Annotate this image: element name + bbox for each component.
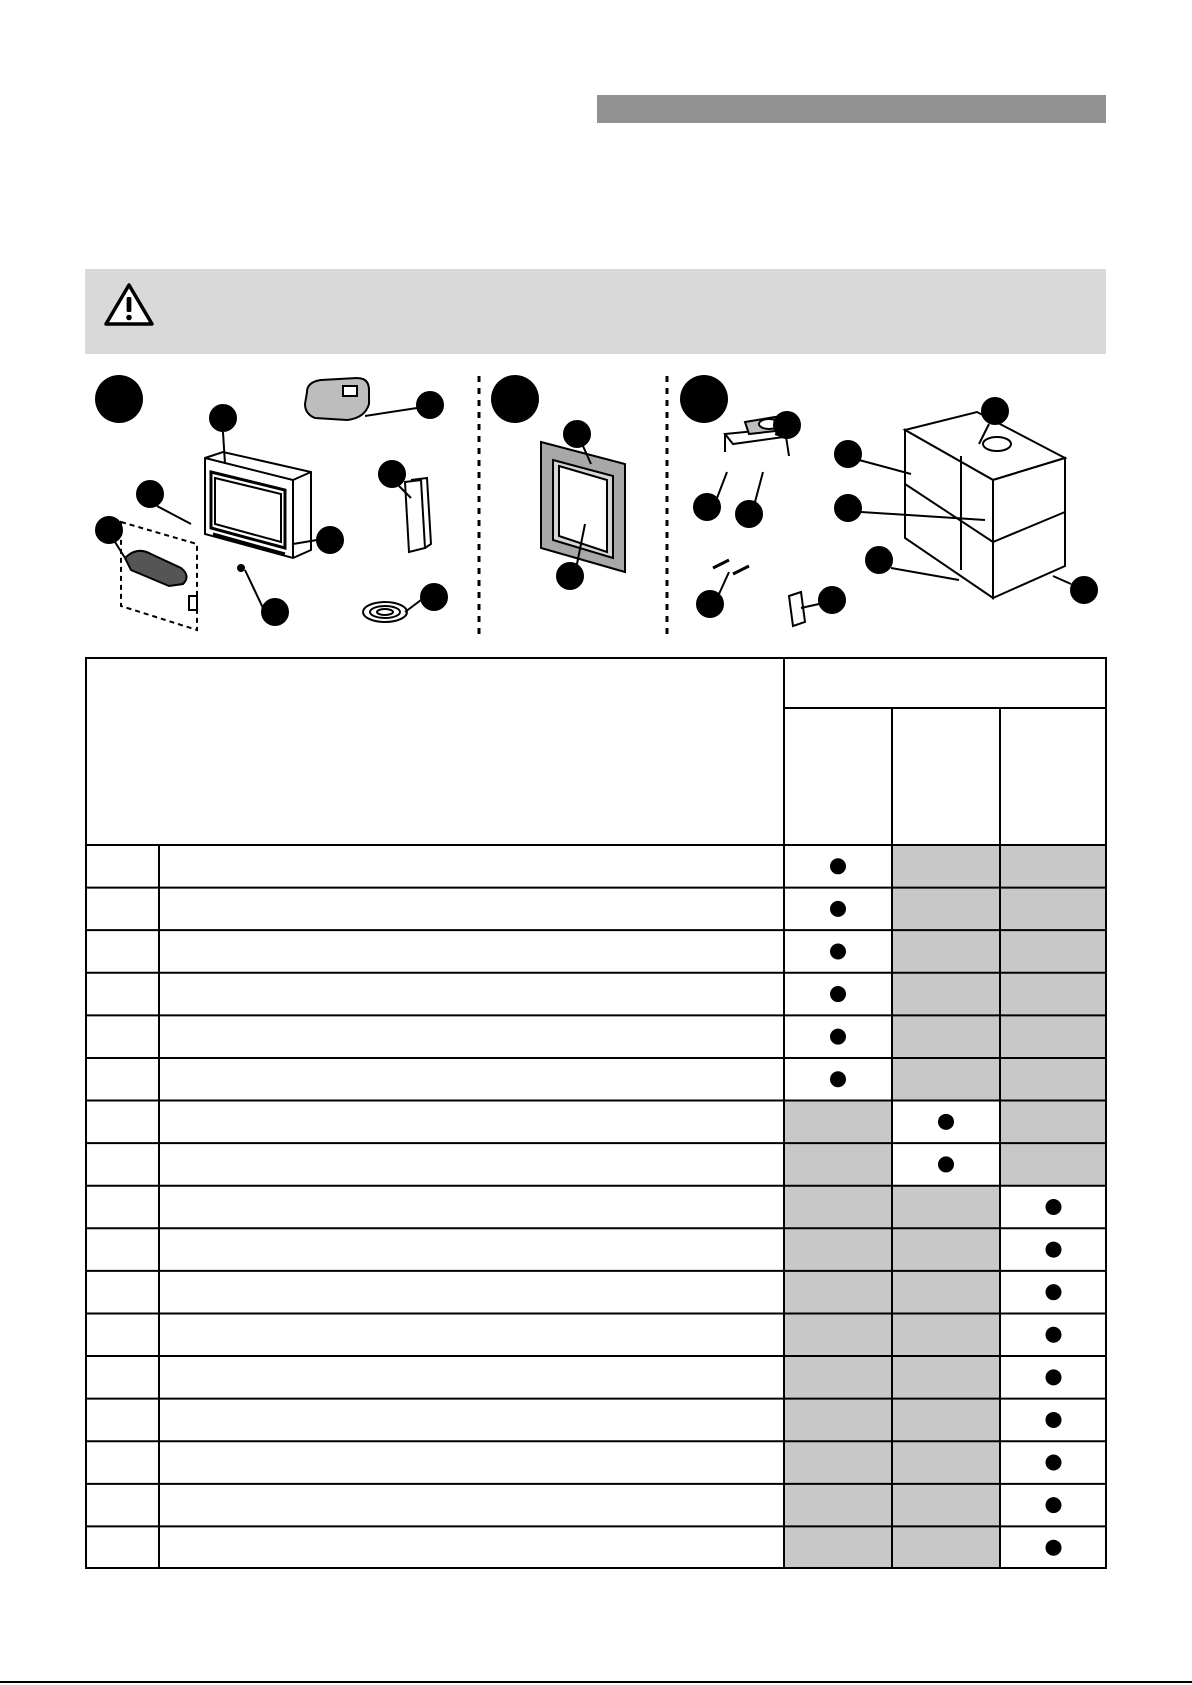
- group-badge-icon: [491, 375, 539, 423]
- sealing-bag-kit-icon: [121, 522, 197, 630]
- unavailable-cell: [892, 1228, 1000, 1271]
- filled-circle-icon: [1046, 1369, 1062, 1385]
- unavailable-cell: [784, 1441, 892, 1484]
- unavailable-cell: [784, 1399, 892, 1442]
- unavailable-cell: [784, 1313, 892, 1356]
- group-badge-icon: [680, 375, 728, 423]
- filled-circle-icon: [1046, 1455, 1062, 1471]
- filled-circle-icon: [1046, 1540, 1062, 1556]
- filled-circle-icon: [1046, 1497, 1062, 1513]
- filled-circle-icon: [1046, 1412, 1062, 1428]
- unavailable-cell: [892, 1015, 1000, 1058]
- unavailable-cell: [1000, 930, 1107, 973]
- unavailable-cell: [892, 1313, 1000, 1356]
- filled-circle-icon: [1046, 1242, 1062, 1258]
- filled-circle-icon: [1046, 1327, 1062, 1343]
- unavailable-cell: [1000, 888, 1107, 931]
- unavailable-cell: [892, 1058, 1000, 1101]
- fixing-screw-icon: [238, 565, 244, 571]
- unavailable-cell: [784, 1484, 892, 1527]
- unavailable-cell: [892, 1441, 1000, 1484]
- filled-circle-icon: [830, 986, 846, 1002]
- parts-table: [85, 657, 1107, 1569]
- unavailable-cell: [892, 1356, 1000, 1399]
- unavailable-cell: [1000, 1058, 1107, 1101]
- unavailable-cell: [892, 973, 1000, 1016]
- unavailable-cell: [892, 845, 1000, 888]
- filled-circle-icon: [938, 1156, 954, 1172]
- filled-circle-icon: [830, 858, 846, 874]
- unavailable-cell: [784, 1356, 892, 1399]
- exploded-parts-illustration: [85, 372, 1106, 637]
- filled-circle-icon: [830, 1071, 846, 1087]
- unavailable-cell: [1000, 1101, 1107, 1144]
- unavailable-cell: [1000, 1143, 1107, 1186]
- unavailable-cell: [784, 1271, 892, 1314]
- filled-circle-icon: [1046, 1199, 1062, 1215]
- filled-circle-icon: [830, 1029, 846, 1045]
- unavailable-cell: [892, 1399, 1000, 1442]
- unavailable-cell: [892, 888, 1000, 931]
- unavailable-cell: [784, 1228, 892, 1271]
- wall-plate-icon: [789, 592, 805, 626]
- footer-rule: [0, 1681, 1192, 1683]
- unavailable-cell: [1000, 973, 1107, 1016]
- unavailable-cell: [892, 1271, 1000, 1314]
- unavailable-cell: [784, 1526, 892, 1569]
- unavailable-cell: [892, 930, 1000, 973]
- handle-tool-icon: [305, 378, 369, 420]
- insert-body-icon: [205, 452, 311, 558]
- unavailable-cell: [784, 1101, 892, 1144]
- cable-clips-icon: [713, 560, 749, 574]
- filled-circle-icon: [830, 943, 846, 959]
- unavailable-cell: [1000, 1015, 1107, 1058]
- manual-booklet-icon: [405, 478, 431, 552]
- filled-circle-icon: [830, 901, 846, 917]
- unavailable-cell: [1000, 845, 1107, 888]
- unavailable-cell: [892, 1186, 1000, 1229]
- warning-triangle-icon: [103, 282, 155, 328]
- warning-box: [85, 269, 1106, 354]
- filled-circle-icon: [1046, 1284, 1062, 1300]
- group-badge-icon: [95, 375, 143, 423]
- glass-seal-roll-icon: [363, 602, 407, 622]
- filled-circle-icon: [938, 1114, 954, 1130]
- unavailable-cell: [784, 1143, 892, 1186]
- unavailable-cell: [784, 1186, 892, 1229]
- unavailable-cell: [892, 1484, 1000, 1527]
- cabinet-box-icon: [905, 412, 1065, 598]
- front-frame-icon: [541, 442, 625, 572]
- section-title-bar: [597, 95, 1106, 123]
- unavailable-cell: [892, 1526, 1000, 1569]
